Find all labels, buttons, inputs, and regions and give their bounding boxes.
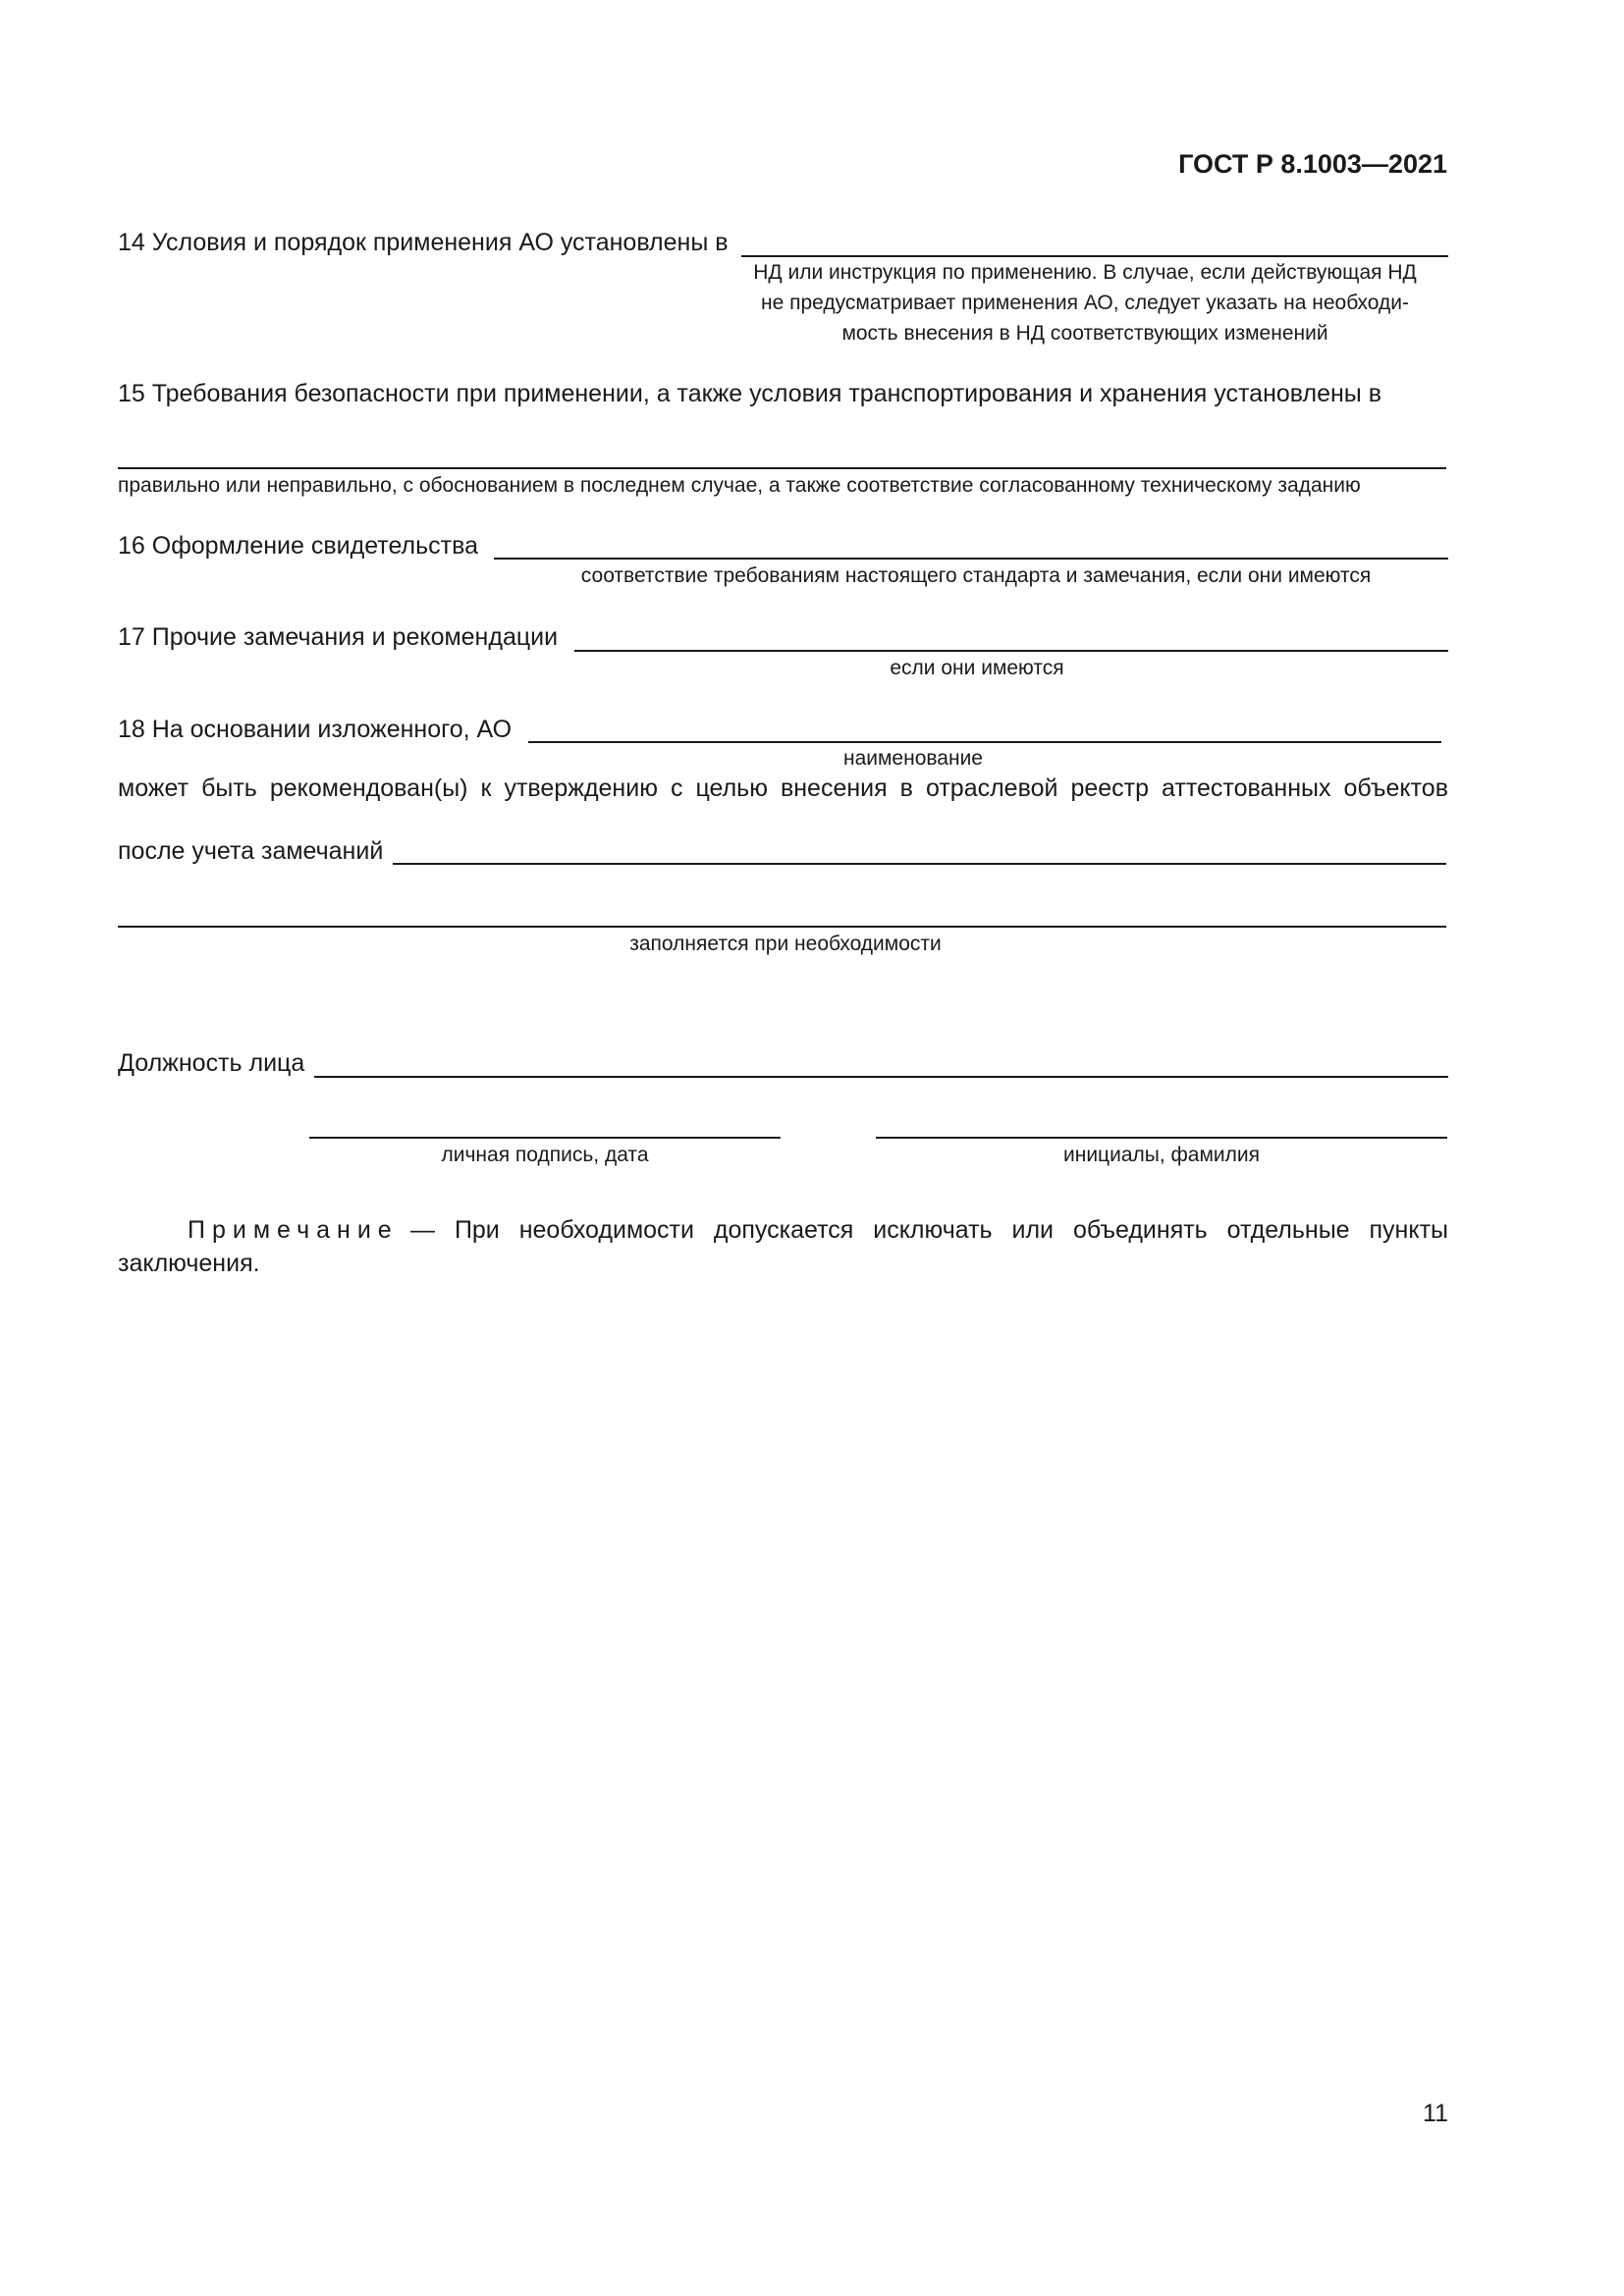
signature-hint: личная подпись, дата	[441, 1144, 649, 1166]
note-text-line1: — При необходимости допускается исключать или объединять отдельные пункты	[410, 1216, 1448, 1244]
item-15-hint: правильно или неправильно, с обоснованием в последнем случае, а также соответствие согласованному техническому заданию	[118, 474, 1361, 497]
position-label: Должность лица	[118, 1049, 305, 1077]
position-fill-line[interactable]	[314, 1076, 1448, 1078]
name-fill-line[interactable]	[876, 1137, 1447, 1139]
item-16-fill-line[interactable]	[494, 558, 1448, 560]
item-18-label: 18 На основании изложенного, АО	[118, 716, 513, 743]
item-14-fill-line[interactable]	[741, 255, 1448, 257]
item-18-fill-line[interactable]	[528, 741, 1441, 743]
item-15-label: 15 Требования безопасности при применении, а также условия транспортирования и хранения установлены в	[118, 380, 1381, 407]
item-14-hint-line1: НД или инструкция по применению. В случае, если действующая НД	[753, 261, 1417, 284]
name-hint: инициалы, фамилия	[1063, 1144, 1260, 1166]
item-18-continuation: может быть рекомендован(ы) к утверждению с целью внесения в отраслевой реестр аттестованных объектов	[118, 774, 1448, 802]
after-remarks-label: после учета замечаний	[118, 837, 384, 865]
item-18-final-hint: заполняется при необходимости	[629, 933, 942, 955]
note-text-line2: заключения.	[118, 1250, 260, 1277]
after-remarks-fill-line-2[interactable]	[118, 926, 1446, 928]
item-14-hint-line2: не предусматривает применения АО, следует указать на необходи-	[761, 292, 1409, 314]
item-17-label: 17 Прочие замечания и рекомендации	[118, 623, 559, 651]
item-16-label: 16 Оформление свидетельства	[118, 532, 478, 560]
note-label: Примечание	[188, 1216, 399, 1244]
item-17-hint: если они имеются	[890, 657, 1064, 679]
item-16-hint: соответствие требованиям настоящего стандарта и замечания, если они имеются	[580, 564, 1372, 587]
signature-fill-line[interactable]	[309, 1137, 781, 1139]
after-remarks-fill-line[interactable]	[393, 863, 1446, 865]
page-number: 11	[1423, 2100, 1448, 2127]
document-code: ГОСТ Р 8.1003—2021	[1178, 149, 1447, 179]
item-15-fill-line[interactable]	[118, 467, 1446, 469]
item-17-fill-line[interactable]	[574, 650, 1448, 652]
item-18-hint: наименование	[842, 747, 983, 770]
item-14-hint-line3: мость внесения в НД соответствующих изменений	[841, 322, 1328, 345]
item-14-label: 14 Условия и порядок применения АО установлены в	[118, 229, 729, 256]
